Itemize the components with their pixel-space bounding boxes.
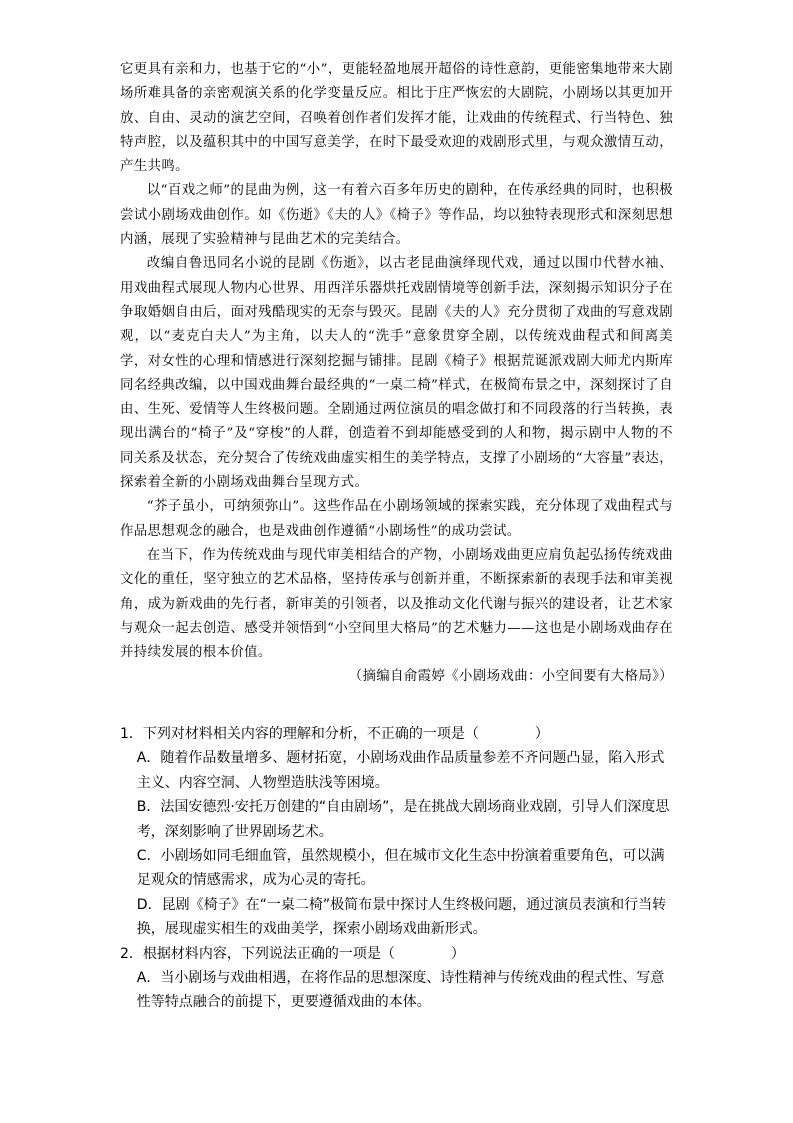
- article-paragraph-5: 在当下，作为传统戏曲与现代审美相结合的产物，小剧场戏曲更应肩负起弘扬传统戏曲文化的重任，坚守独立的艺术品格，坚持传承与创新并重，不断探索新的表现手法和审美视角，成为新戏曲的先行者，新审美的引领者，以及推动文化代谢与振兴的建设者，让艺术家与观众一起去创造、感受并领悟到“小空间里大格局”的艺术魅力——这也是小剧场戏曲存在并持续发展的根本价值。: [120, 547, 673, 661]
- question-1: [120, 722, 673, 942]
- article-paragraph-1: 它更具有亲和力，也基于它的“小”，更能轻盈地展开超俗的诗性意韵，更能密集地带来大剧场所难具备的亲密观演关系的化学变量反应。相比于庄严恢宏的大剧院，小剧场以其更加开放、自由、灵动的演艺空间，召唤着创作者们发挥才能，让戏曲的传统程式、行当特色、独特声腔，以及蕴积其中的中国写意美学，在时下最受欢迎的戏剧形式里，与观众激情互动，产生共鸣。: [120, 62, 673, 175]
- question-2-stem: 2．根据材料内容，下列说法正确的一项是（ ）: [120, 945, 465, 962]
- article-body: [120, 58, 673, 690]
- question-2-option-a: A．当小剧场与戏曲相遇，在将作品的思想深度、诗性精神与传统戏曲的程式性、写意性等特点融合的前提下，更要遵循戏曲的本体。: [136, 970, 665, 1011]
- question-2: [120, 942, 673, 1015]
- question-1-option-c: C．小剧场如同毛细血管，虽然规模小，但在城市文化生态中扮演着重要角色，可以满足观众的情感需求，成为心灵的寄托。: [136, 848, 665, 889]
- question-1-option-b: B．法国安德烈·安托万创建的“自由剧场”，是在挑战大剧场商业戏剧，引导人们深度思考，深刻影响了世界剧场艺术。: [136, 799, 670, 840]
- question-1-option-a: A．随着作品数量增多、题材拓宽，小剧场戏曲作品质量参差不齐问题凸显，陷入形式主义、内容空洞、人物塑造肤浅等困境。: [136, 750, 665, 791]
- question-1-stem: 1．下列对材料相关内容的理解和分析，不正确的一项是（ ）: [120, 726, 549, 742]
- article-paragraph-4: “芥子虽小，可纳须弥山”。这些作品在小剧场领域的探索实践，充分体现了戏曲程式与作品思想观念的融合，也是戏曲创作遵循“小剧场性”的成功尝试。: [120, 499, 673, 539]
- article-paragraph-3: 改编自鲁迅同名小说的昆剧《伤逝》，以古老昆曲演绎现代戏，通过以围巾代替水袖、用戏曲程式展现人物内心世界、用西洋乐器烘托戏剧情境等创新手法，深刻揭示知识分子在争取婚姻自由后，面对残酷现实的无奈与毁灭。昆剧《夫的人》充分贯彻了戏曲的写意戏剧观，以“麦克白夫人”为主角，以夫人的“洗手”意象贯穿全剧，以传统戏曲程式和间离美学，对女性的心理和情感进行深刻挖掘与铺排。昆剧《椅子》根据荒诞派戏剧大师尤内斯库同名经典改编，以中国戏曲舞台最经典的“一桌二椅”样式，在极简布景之中，深刻探讨了自由、生死、爱情等人生终极问题。全剧通过两位演员的唱念做打和不同段落的行当转换，表现出满台的“椅子”及“穿梭”的人群，创造着不到却能感受到的人和物，揭示剧中人物的不同关系及状态，充分契合了传统戏曲虚实相生的美学特点，支撑了小剧场的“大容量”表达，探索着全新的小剧场戏曲舞台呈现方式。: [120, 256, 673, 491]
- question-1-option-d: D．昆剧《椅子》在“一桌二椅”极简布景中探讨人生终极问题，通过演员表演和行当转换，展现虚实相生的戏曲美学，探索小剧场戏曲新形式。: [136, 896, 667, 938]
- article-paragraph-2: 以“百戏之师”的昆曲为例，这一有着六百多年历史的剧种，在传承经典的同时，也积极尝试小剧场戏曲创作。如《伤逝》《夫的人》《椅子》等作品，均以独特表现形式和深刻思想内涵，展现了实验精神与昆曲艺术的完美结合。: [120, 183, 673, 248]
- article-source: （摘编自俞霞婷《小剧场戏曲：小空间要有大格局》）: [348, 669, 673, 685]
- question-list: [120, 722, 673, 1015]
